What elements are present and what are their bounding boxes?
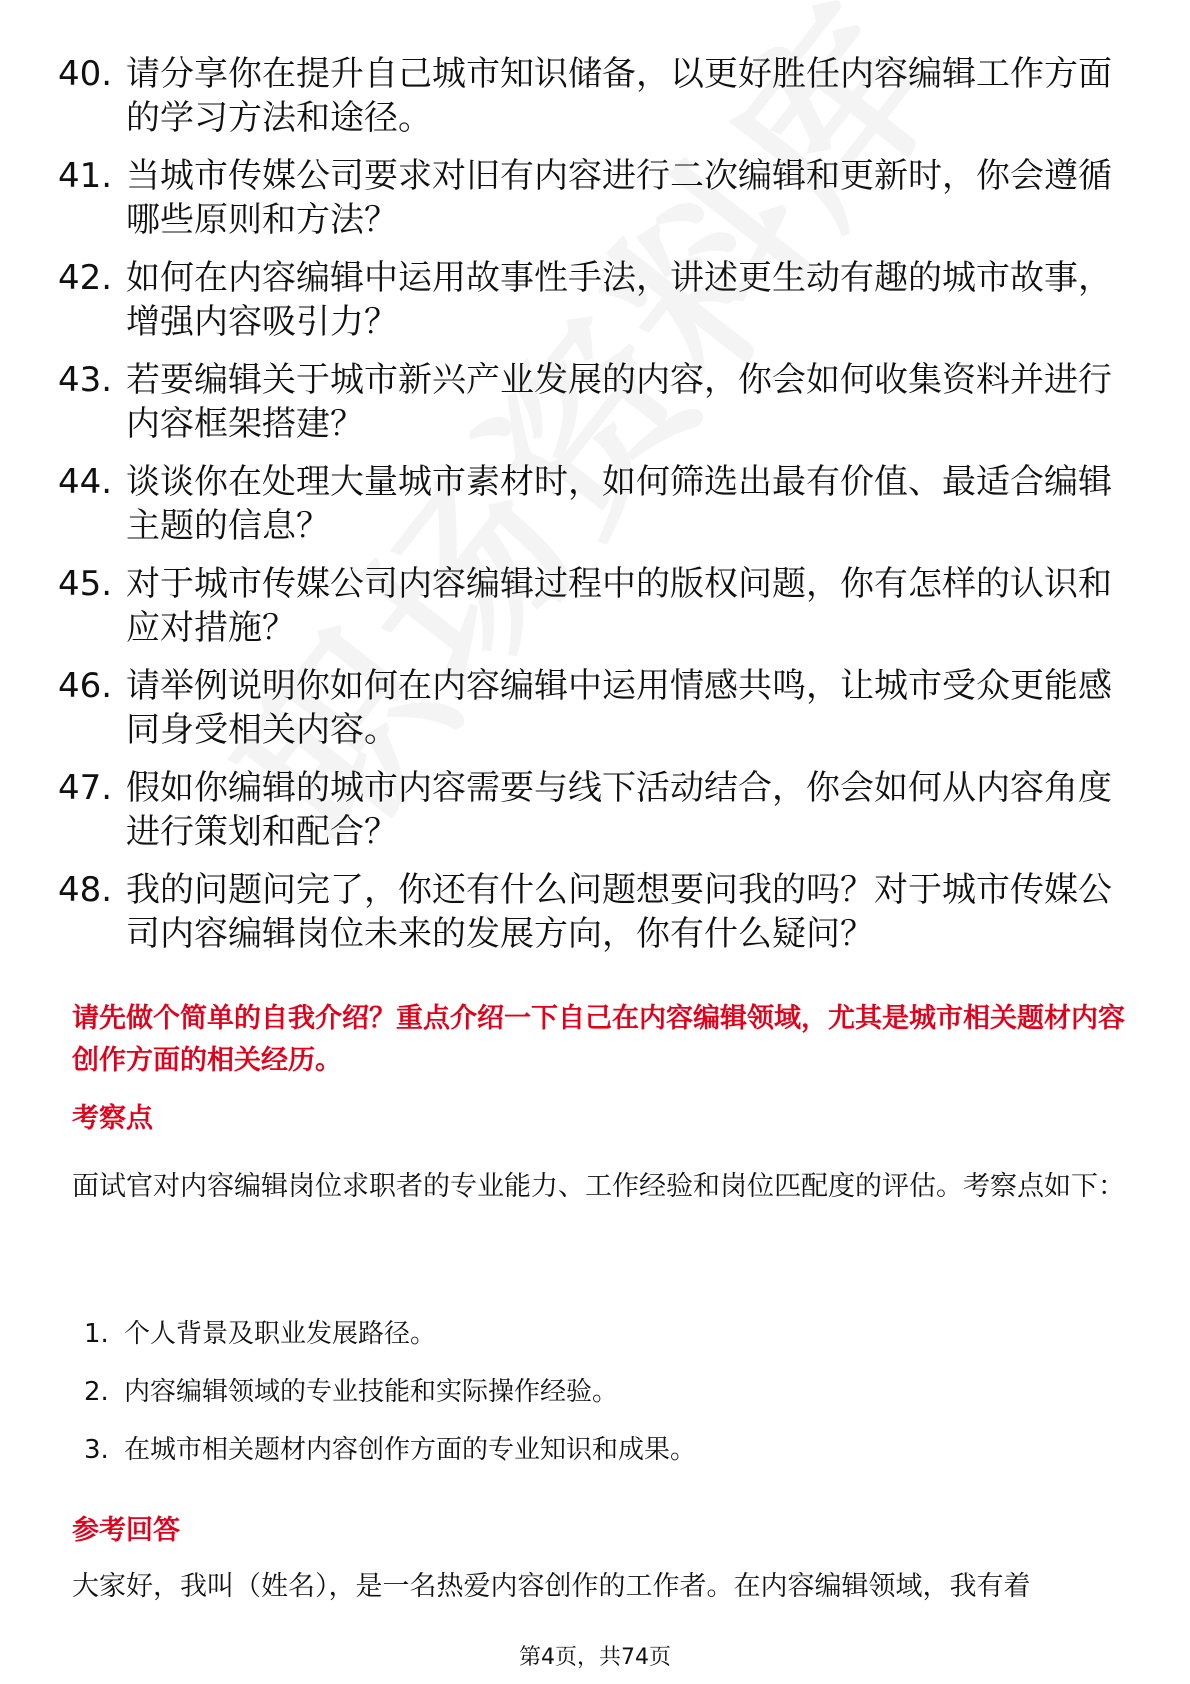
item-number: 48. — [58, 870, 113, 910]
list-item — [58, 154, 1138, 242]
list-item — [58, 358, 1138, 446]
item-number: 42. — [58, 258, 113, 298]
item-number: 45. — [58, 564, 113, 604]
list-item — [84, 1432, 696, 1468]
item-number: 40. — [58, 54, 113, 94]
list-item — [58, 868, 1138, 956]
page-number: 第4页，共74页 — [519, 1645, 671, 1670]
list-item — [58, 460, 1138, 548]
answer-text: 大家好，我叫（姓名），是一名热爱内容创作的工作者。在内容编辑领域，我有着 — [72, 1571, 1031, 1602]
item-text: 对于城市传媒公司内容编辑过程中的版权问题，你有怎样的认识和应对措施？ — [126, 564, 1112, 648]
featured-question: 请先做个简单的自我介绍？重点介绍一下自己在内容编辑领域，尤其是城市相关题材内容创作方面的相关经历。 — [72, 1003, 1125, 1076]
item-text: 当城市传媒公司要求对旧有内容进行二次编辑和更新时，你会遵循哪些原则和方法？ — [126, 156, 1112, 240]
item-text: 内容编辑领域的专业技能和实际操作经验。 — [124, 1377, 619, 1407]
item-number: 46. — [58, 666, 113, 706]
list-item — [84, 1316, 696, 1352]
item-number: 41. — [58, 156, 113, 196]
list-item — [58, 256, 1138, 344]
evaluation-points-list — [84, 1316, 696, 1490]
item-number: 3. — [84, 1435, 109, 1465]
section-heading-kaochadian: 考察点 — [72, 1103, 153, 1134]
list-item — [58, 766, 1138, 854]
item-number: 2. — [84, 1377, 109, 1407]
item-number: 43. — [58, 360, 113, 400]
list-item — [58, 664, 1138, 752]
list-item — [58, 562, 1138, 650]
item-text: 请举例说明你如何在内容编辑中运用情感共鸣，让城市受众更能感同身受相关内容。 — [126, 666, 1112, 750]
item-text: 谈谈你在处理大量城市素材时，如何筛选出最有价值、最适合编辑主题的信息？ — [126, 462, 1112, 546]
item-number: 1. — [84, 1319, 109, 1349]
item-text: 个人背景及职业发展路径。 — [124, 1319, 437, 1349]
item-text: 若要编辑关于城市新兴产业发展的内容，你会如何收集资料并进行内容框架搭建？ — [126, 360, 1112, 444]
kaochadian-intro: 面试官对内容编辑岗位求职者的专业能力、工作经验和岗位匹配度的评估。考察点如下： — [72, 1171, 1125, 1202]
item-text: 请分享你在提升自己城市知识储备，以更好胜任内容编辑工作方面的学习方法和途径。 — [126, 54, 1112, 138]
list-item — [84, 1374, 696, 1410]
item-text: 我的问题问完了，你还有什么问题想要问我的吗？对于城市传媒公司内容编辑岗位未来的发展方向，你有什么疑问？ — [126, 870, 1112, 954]
question-list — [58, 52, 1138, 970]
item-number: 44. — [58, 462, 113, 502]
item-text: 如何在内容编辑中运用故事性手法，讲述更生动有趣的城市故事，增强内容吸引力？ — [126, 258, 1112, 342]
item-text: 在城市相关题材内容创作方面的专业知识和成果。 — [124, 1435, 697, 1465]
list-item — [58, 52, 1138, 140]
item-text: 假如你编辑的城市内容需要与线下活动结合，你会如何从内容角度进行策划和配合？ — [126, 768, 1112, 852]
section-heading-answer: 参考回答 — [72, 1515, 180, 1546]
item-number: 47. — [58, 768, 113, 808]
